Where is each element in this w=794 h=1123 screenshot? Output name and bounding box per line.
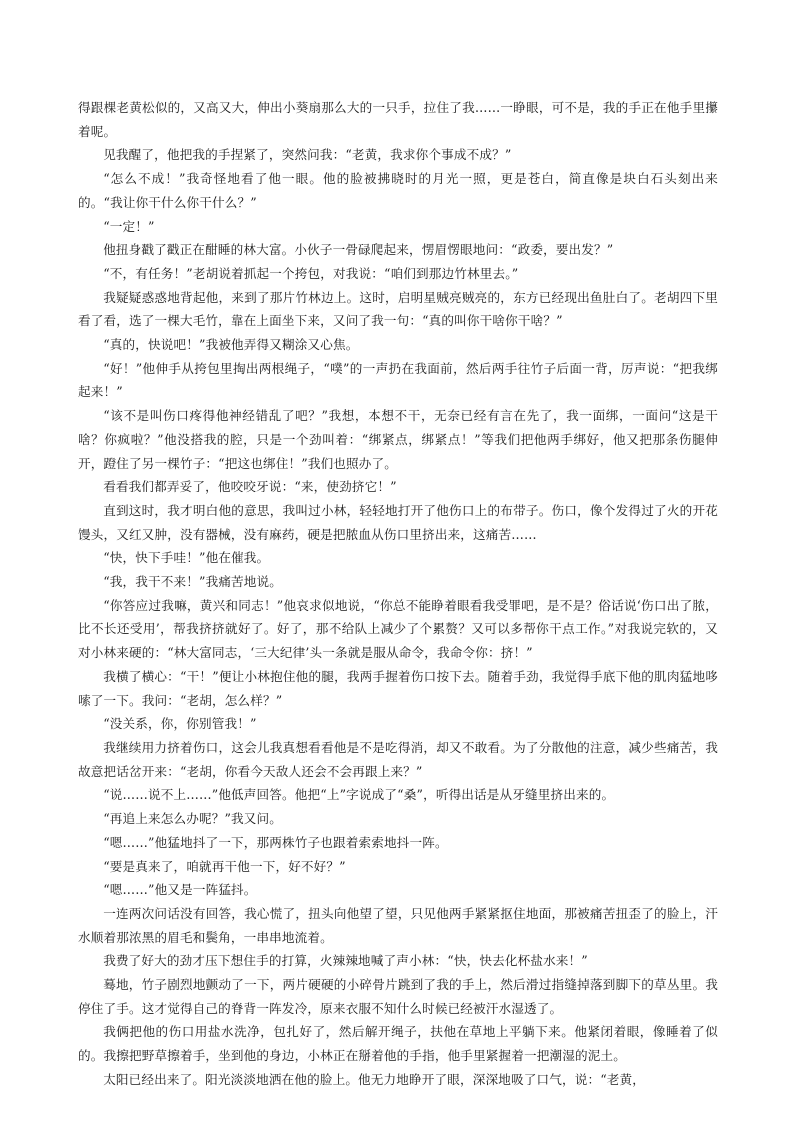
paragraph: 得跟棵老黄松似的，又高又大，伸出小葵扇那么大的一只手，拉住了我……一睁眼，可不是，我的手正在他手里攥着呢。 — [78, 100, 718, 139]
paragraph: “好！”他伸手从挎包里掏出两根绳子，“噗”的一声扔在我面前，然后两手往竹子后面一背，厉声说：“把我绑起来！” — [78, 360, 718, 400]
paragraph: “没关系，你，你别管我！” — [103, 716, 257, 732]
paragraph: 一连两次问话没有回答，我心慌了，扭头向他望了望，只见他两手紧紧抠住地面，那被痛苦扭歪了的脸上，汗水顺着那浓黑的眉毛和鬓角，一串串地流着。 — [78, 905, 718, 945]
paragraph: 看看我们都弄妥了，他咬咬牙说：“来，使劲挤它！” — [103, 479, 397, 495]
paragraph: “怎么不成！”我奇怪地看了他一眼。他的脸被拂晓时的月光一照，更是苍白，简直像是块白石头刻出来的。“我让你干什么你干什么？” — [78, 171, 718, 210]
paragraph: “真的，快说吧！”我被他弄得又糊涂又心焦。 — [103, 337, 359, 353]
paragraph: “一定！” — [103, 218, 155, 234]
paragraph: 直到这时，我才明白他的意思，我叫过小林，轻轻地打开了他伤口上的布带子。伤口，像个发得过了火的开花馒头，又红又肿，没有器械，没有麻药，硬是把脓血从伤口里挤出来，这痛苦…… — [78, 502, 718, 542]
paragraph: “要是真来了，咱就再干他一下，好不好？” — [103, 858, 346, 874]
document-body — [78, 96, 718, 1092]
paragraph: “该不是叫伤口疼得他神经错乱了吧？”我想，本想不干，无奈已经有言在先了，我一面绑，一面问“这是干啥？你疯啦？”他没搭我的腔，只是一个劲叫着：“绑紧点，绑紧点！”等我们把他两手绑好，他又把那条伤腿伸开，蹬住了另一棵竹子：“把这也绑住！”我们也照办了。 — [78, 408, 718, 471]
paragraph: 我费了好大的劲才压下想住手的打算，火辣辣地喊了声小林：“快，快去化杯盐水来！” — [103, 953, 588, 969]
paragraph: “嗯……”他猛地抖了一下，那两株竹子也跟着索索地抖一阵。 — [103, 834, 448, 850]
paragraph: 见我醒了，他把我的手捏紧了，突然问我：“老黄，我求你个事成不成？” — [103, 147, 512, 163]
paragraph: 我继续用力挤着伤口，这会儿我真想看看他是不是吃得消，却又不敢看。为了分散他的注意，减少些痛苦，我故意把话岔开来：“老胡，你看今天敌人还会不会再跟上来？” — [78, 739, 718, 779]
paragraph: “你答应过我嘛，黄兴和同志！”他哀求似地说，“你总不能睁着眼看我受罪吧，是不是？俗话说‘伤口出了脓，比不长还受用’，帮我挤挤就好了。好了，那不给队上减少了个累赘？又可以多帮你干点工作。”对我说完软的，又对小林来硬的：“林大富同志，‘三大纪律’头一条就是服从命令，我命令你：挤！” — [78, 597, 718, 661]
paragraph: “我，我干不来！”我痛苦地说。 — [103, 574, 283, 590]
paragraph: “再追上来怎么办呢？”我又问。 — [103, 811, 283, 827]
paragraph: “不，有任务！”老胡说着抓起一个挎包，对我说：“咱们到那边竹林里去。” — [103, 265, 519, 281]
paragraph: 他扭身戳了戳正在酣睡的林大富。小伙子一骨碌爬起来，愣眉愣眼地问：“政委，要出发？” — [103, 242, 614, 258]
paragraph: 太阳已经出来了。阳光淡淡地洒在他的脸上。他无力地睁开了眼，深深地吸了口气，说：“老黄， — [103, 1071, 646, 1087]
paragraph: 蓦地，竹子剧烈地颤动了一下，两片硬硬的小碎骨片跳到了我的手上，然后滑过指缝掉落到脚下的草丛里。我停住了手。这才觉得自己的脊背一阵发冷，原来衣服不知什么时候已经被汗水湿透了。 — [78, 977, 718, 1016]
paragraph: 我疑疑惑惑地背起他，来到了那片竹林边上。这时，启明星贼亮贼亮的，东方已经现出鱼肚白了。老胡四下里看了看，选了一棵大毛竹，靠在上面坐下来，又问了我一句：“真的叫你干啥你干啥？” — [78, 289, 718, 329]
paragraph: “嗯……”他又是一阵猛抖。 — [103, 882, 257, 898]
paragraph: 我横了横心：“干！”便让小林抱住他的腿，我两手握着伤口按下去。随着手劲，我觉得手底下他的肌肉猛地哆嗦了一下。我问：“老胡，怎么样？” — [78, 668, 718, 708]
paragraph: “说……说不上……”他低声回答。他把“上”字说成了“桑”，听得出话是从牙缝里挤出来的。 — [103, 787, 615, 803]
paragraph: 我俩把他的伤口用盐水洗净，包扎好了，然后解开绳子，扶他在草地上平躺下来。他紧闭着眼，像睡着了似的。我擦把野草擦着手，坐到他的身边，小林正在掰着他的手指，他手里紧握着一把潮湿的泥土。 — [78, 1024, 718, 1064]
paragraph: “快，快下手哇！”他在催我。 — [103, 550, 270, 566]
